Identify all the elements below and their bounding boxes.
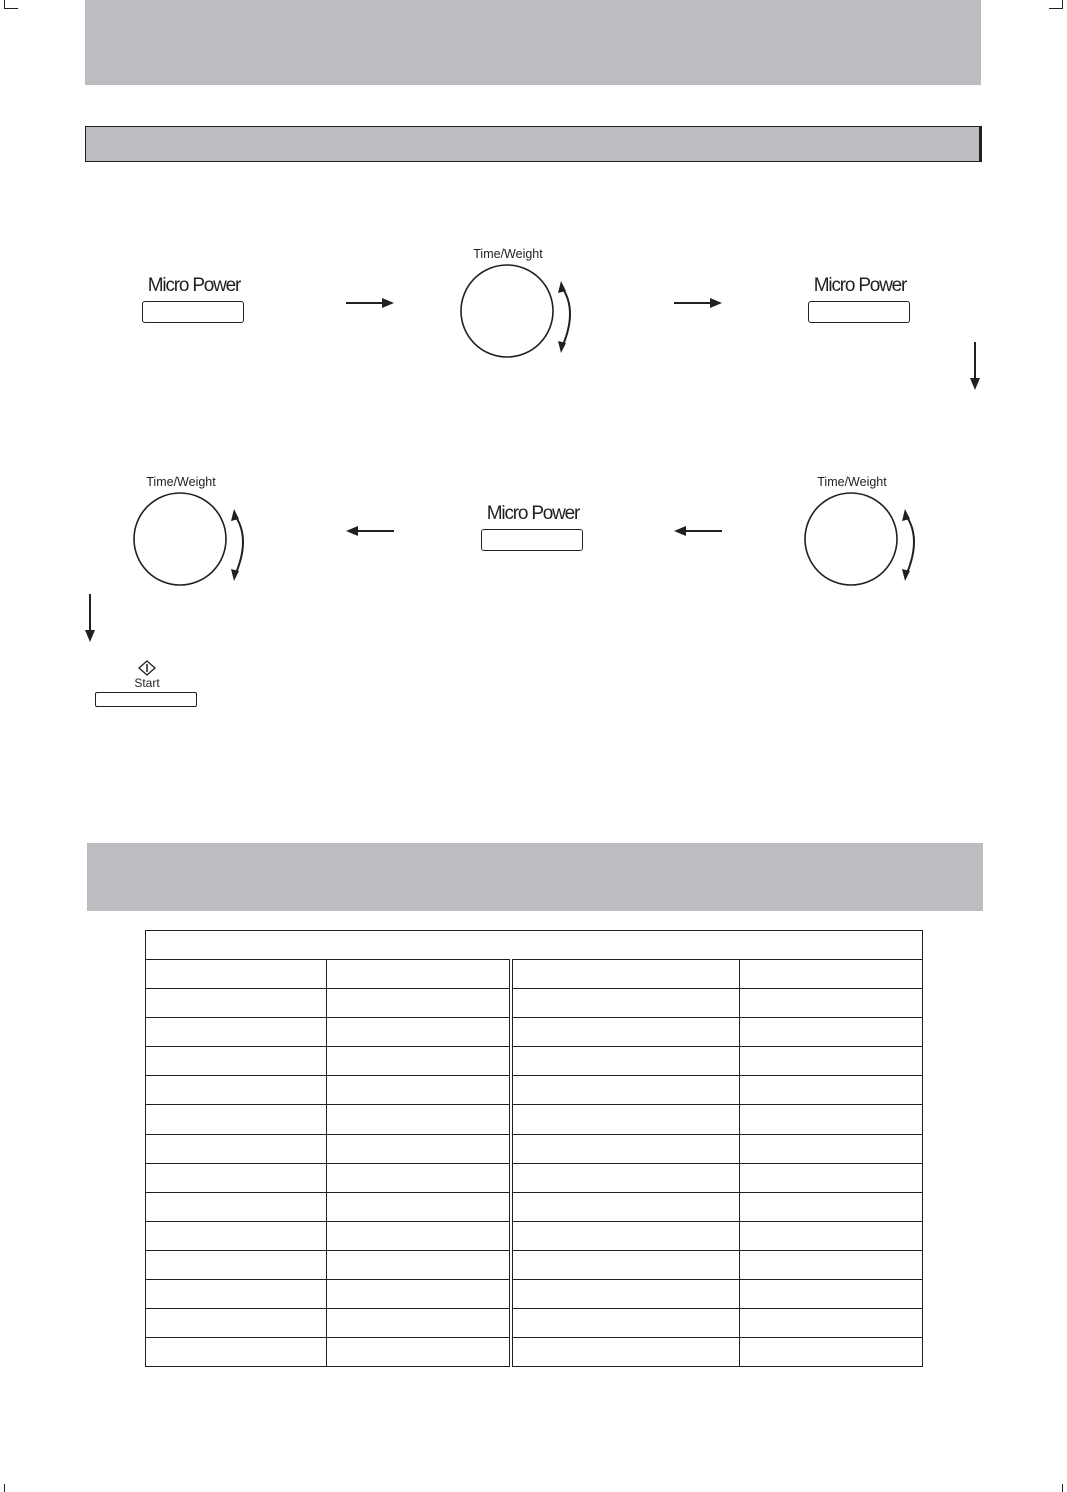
table-cell [146, 1309, 327, 1338]
time-weight-dial-step-4[interactable] [799, 475, 929, 590]
table-cell [740, 1076, 923, 1105]
table-cell [326, 1018, 511, 1047]
table-cell [740, 1221, 923, 1250]
table-cell [146, 1250, 327, 1279]
table-cell [146, 1047, 327, 1076]
table-cell [326, 1047, 511, 1076]
table-row [146, 1250, 923, 1279]
micro-power-button-step-1[interactable] [142, 275, 246, 323]
table-row [146, 1338, 923, 1367]
start-diamond-icon [138, 660, 156, 676]
table-row [146, 1163, 923, 1192]
table-cell [740, 960, 923, 989]
flow-arrow-left-icon [344, 524, 396, 538]
dial-knob[interactable] [799, 489, 929, 589]
start-button-group[interactable] [95, 660, 199, 707]
rotate-arrows-icon [558, 281, 570, 353]
rotate-arrows-icon [902, 509, 914, 581]
table-cell [740, 1018, 923, 1047]
table-cell [511, 1221, 740, 1250]
table-cell [146, 1192, 327, 1221]
crop-mark-top-right [1062, 0, 1063, 8]
table-cell [740, 1047, 923, 1076]
data-table [145, 930, 923, 1367]
start-label: Start [134, 676, 160, 690]
table-cell [511, 1076, 740, 1105]
table-cell [740, 1134, 923, 1163]
micro-power-label: Micro Power [147, 275, 241, 296]
table-row [146, 1192, 923, 1221]
dial-knob[interactable] [128, 489, 258, 589]
flow-arrow-left-icon [672, 524, 724, 538]
table-cell [740, 1338, 923, 1367]
table-row [146, 1105, 923, 1134]
table-cell [146, 989, 327, 1018]
table-row [146, 989, 923, 1018]
table-row [146, 1309, 923, 1338]
time-weight-label: Time/Weight [817, 475, 887, 489]
table-caption-row [146, 931, 923, 960]
table-cell [326, 1105, 511, 1134]
table-cell [326, 1250, 511, 1279]
table-cell [326, 1309, 511, 1338]
flow-arrow-icon [672, 296, 724, 310]
flow-arrow-down-icon [968, 342, 982, 392]
table-caption [146, 931, 923, 960]
micro-power-label: Micro Power [813, 275, 907, 296]
table-cell [326, 1280, 511, 1309]
table-cell [326, 1192, 511, 1221]
table-cell [511, 1163, 740, 1192]
table-row [146, 1047, 923, 1076]
table-cell [146, 1280, 327, 1309]
table-cell [740, 1192, 923, 1221]
table-cell [511, 1134, 740, 1163]
time-weight-label: Time/Weight [146, 475, 216, 489]
table-cell [511, 1018, 740, 1047]
table-cell [740, 1309, 923, 1338]
table-body [146, 931, 923, 1367]
table-cell [326, 1163, 511, 1192]
table-cell [326, 989, 511, 1018]
table-cell [740, 989, 923, 1018]
table-row [146, 960, 923, 989]
header-band [85, 0, 981, 85]
section-title-bar [85, 126, 982, 162]
table-cell [511, 1338, 740, 1367]
table-cell [740, 1250, 923, 1279]
table-cell [511, 1047, 740, 1076]
table-cell [511, 1192, 740, 1221]
micro-power-button-step-5[interactable] [481, 503, 585, 551]
table-cell [146, 1338, 327, 1367]
table-row [146, 1280, 923, 1309]
crop-mark-top-left [4, 8, 18, 9]
table-cell [146, 1221, 327, 1250]
micro-power-button-rect[interactable] [142, 301, 244, 323]
table-cell [146, 1105, 327, 1134]
table-cell [326, 1134, 511, 1163]
table-cell [740, 1280, 923, 1309]
micro-power-label: Micro Power [486, 503, 580, 524]
table-cell [146, 1018, 327, 1047]
table-cell [146, 1076, 327, 1105]
dial-knob[interactable] [455, 261, 585, 361]
rotate-arrows-icon [231, 509, 243, 581]
table-row [146, 1018, 923, 1047]
table-cell [511, 1309, 740, 1338]
table-cell [326, 1076, 511, 1105]
table-cell [326, 960, 511, 989]
micro-power-button-step-3[interactable] [808, 275, 912, 323]
table-cell [511, 1250, 740, 1279]
micro-power-button-rect[interactable] [808, 301, 910, 323]
flow-arrow-down-icon [83, 594, 97, 644]
table-row [146, 1076, 923, 1105]
start-button[interactable] [95, 692, 197, 707]
table-cell [511, 1105, 740, 1134]
time-weight-label: Time/Weight [473, 247, 543, 261]
micro-power-button-rect[interactable] [481, 529, 583, 551]
crop-mark-bottom-right [1062, 1484, 1063, 1492]
table-cell [146, 960, 327, 989]
time-weight-dial-step-6[interactable] [128, 475, 258, 590]
table-cell [326, 1338, 511, 1367]
table-cell [326, 1221, 511, 1250]
table-cell [146, 1163, 327, 1192]
crop-mark-bottom-left [4, 1484, 5, 1492]
section-band [87, 843, 983, 911]
crop-mark-top-left [4, 0, 5, 8]
table-cell [511, 989, 740, 1018]
table-row [146, 1134, 923, 1163]
table-cell [146, 1134, 327, 1163]
table-cell [511, 1280, 740, 1309]
flow-arrow-icon [344, 296, 396, 310]
table-cell [511, 960, 740, 989]
table-cell [740, 1105, 923, 1134]
crop-mark-top-right [1049, 8, 1063, 9]
time-weight-dial-step-2[interactable] [455, 247, 585, 362]
table-row [146, 1221, 923, 1250]
table-cell [740, 1163, 923, 1192]
